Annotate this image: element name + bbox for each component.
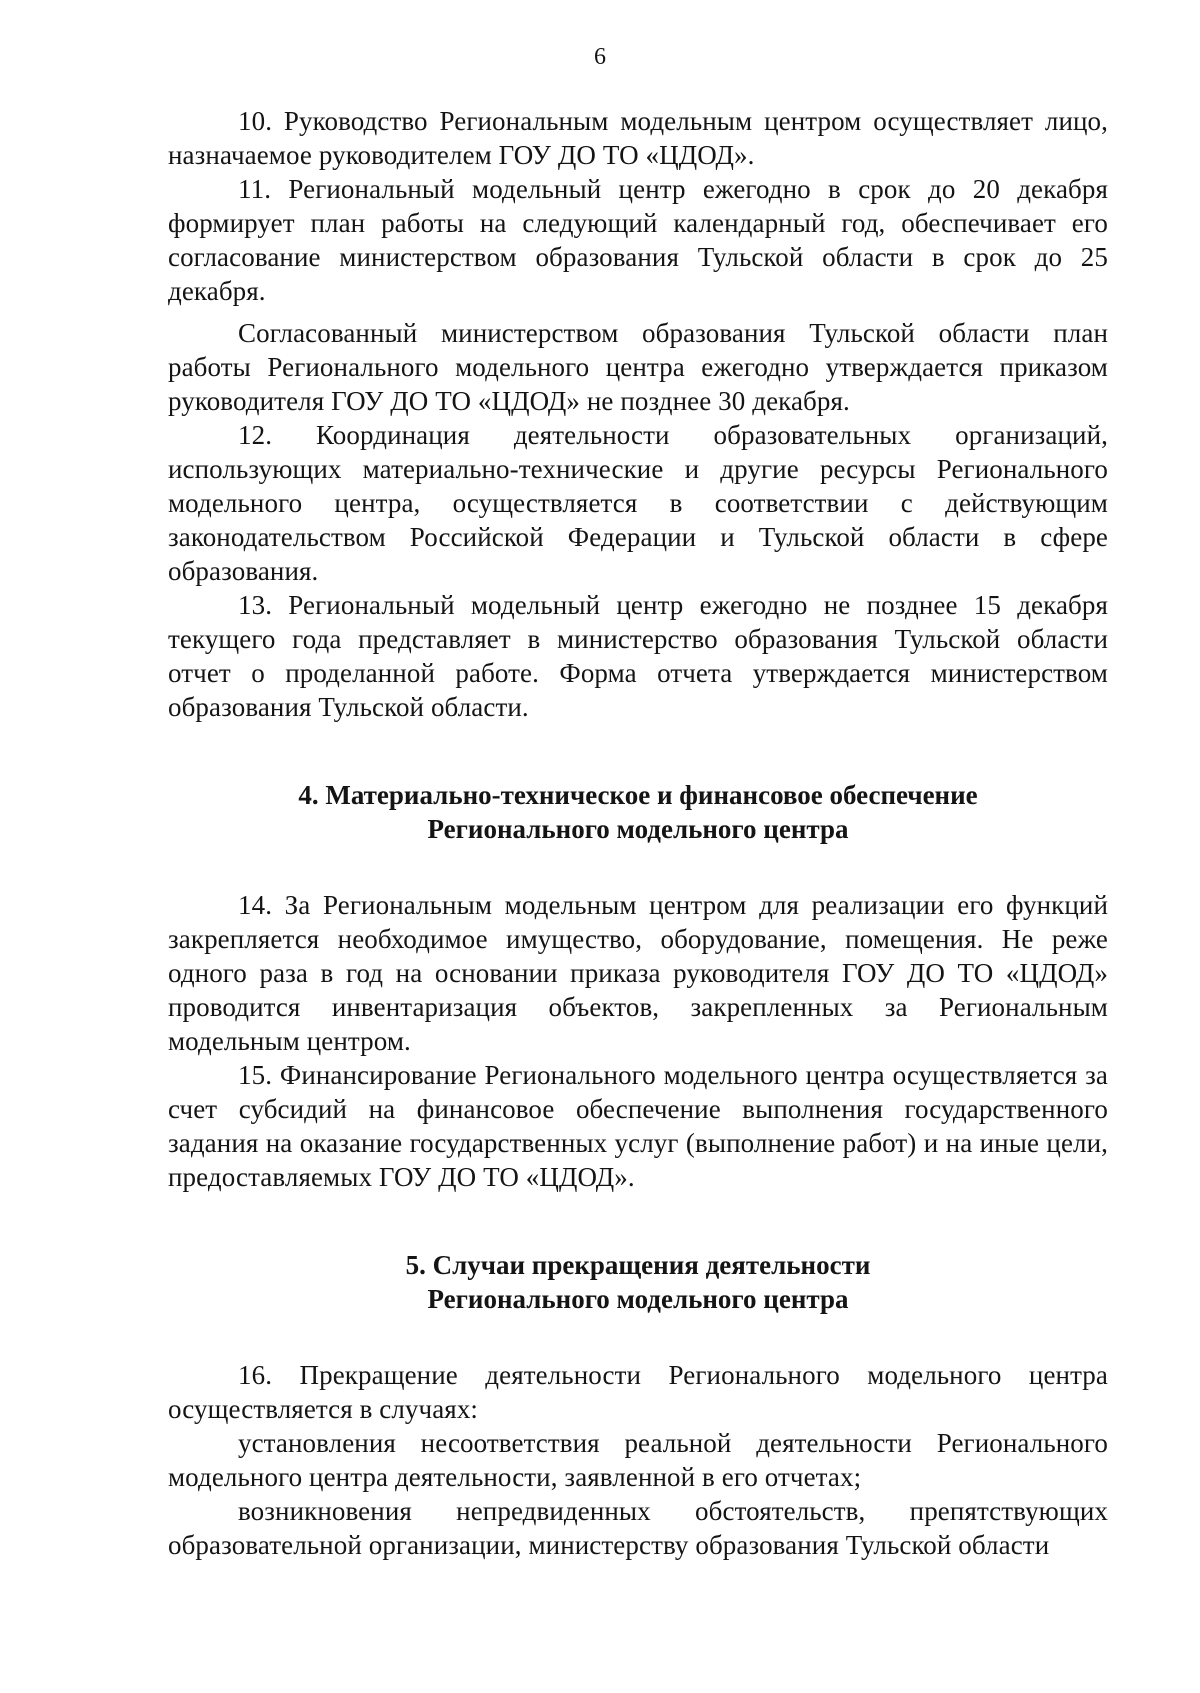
section-5-heading-line1: 5. Случаи прекращения деятельности	[405, 1250, 871, 1280]
section-4-heading	[168, 778, 1108, 846]
paragraph-12: 12. Координация деятельности образовательных организаций, использующих материально-технические и другие ресурсы Регионального модельного центра, осуществляется в соответствии с действующим законодательством Российской Федерации и Тульской области в сфере образования.	[168, 420, 1108, 586]
section-4-heading-line2: Регионального модельного центра	[427, 814, 849, 844]
section-4-heading-line1: 4. Материально-техническое и финансовое обеспечение	[298, 780, 978, 810]
paragraph-14: 14. За Региональным модельным центром для реализации его функций закрепляется необходимое имущество, оборудование, помещения. Не реже одного раза в год на основании приказа руководителя ГОУ ДО ТО «ЦДОД» проводится инвентаризация объектов, закрепленных за Региональным модельным центром.	[168, 890, 1108, 1056]
section-5-heading	[168, 1248, 1108, 1316]
document-body	[168, 104, 1108, 1562]
section-5-heading-line2: Регионального модельного центра	[427, 1284, 849, 1314]
page-number: 6	[594, 44, 606, 70]
paragraph-15: 15. Финансирование Регионального модельного центра осуществляется за счет субсидий на финансовое обеспечение выполнения государственного задания на оказание государственных услуг (выполнение работ) и на иные цели, предоставляемых ГОУ ДО ТО «ЦДОД».	[168, 1060, 1108, 1192]
paragraph-16-case-1: установления несоответствия реальной деятельности Регионального модельного центра деятельности, заявленной в его отчетах;	[168, 1428, 1108, 1492]
paragraph-11-approval: Согласованный министерством образования Тульской области план работы Регионального модельного центра ежегодно утверждается приказом руководителя ГОУ ДО ТО «ЦДОД» не позднее 30 декабря.	[168, 318, 1108, 416]
paragraph-13: 13. Региональный модельный центр ежегодно не позднее 15 декабря текущего года представляет в министерство образования Тульской области отчет о проделанной работе. Форма отчета утверждается министерством образования Тульской области.	[168, 590, 1108, 722]
paragraph-16: 16. Прекращение деятельности Регионального модельного центра осуществляется в случаях:	[168, 1360, 1108, 1424]
paragraph-10: 10. Руководство Региональным модельным центром осуществляет лицо, назначаемое руководителем ГОУ ДО ТО «ЦДОД».	[168, 106, 1108, 170]
paragraph-11: 11. Региональный модельный центр ежегодно в срок до 20 декабря формирует план работы на следующий календарный год, обеспечивает его согласование министерством образования Тульской области в срок до 25 декабря.	[168, 174, 1108, 306]
paragraph-16-case-2: возникновения непредвиденных обстоятельств, препятствующих образовательной организации, министерству образования Тульской области	[168, 1496, 1108, 1560]
